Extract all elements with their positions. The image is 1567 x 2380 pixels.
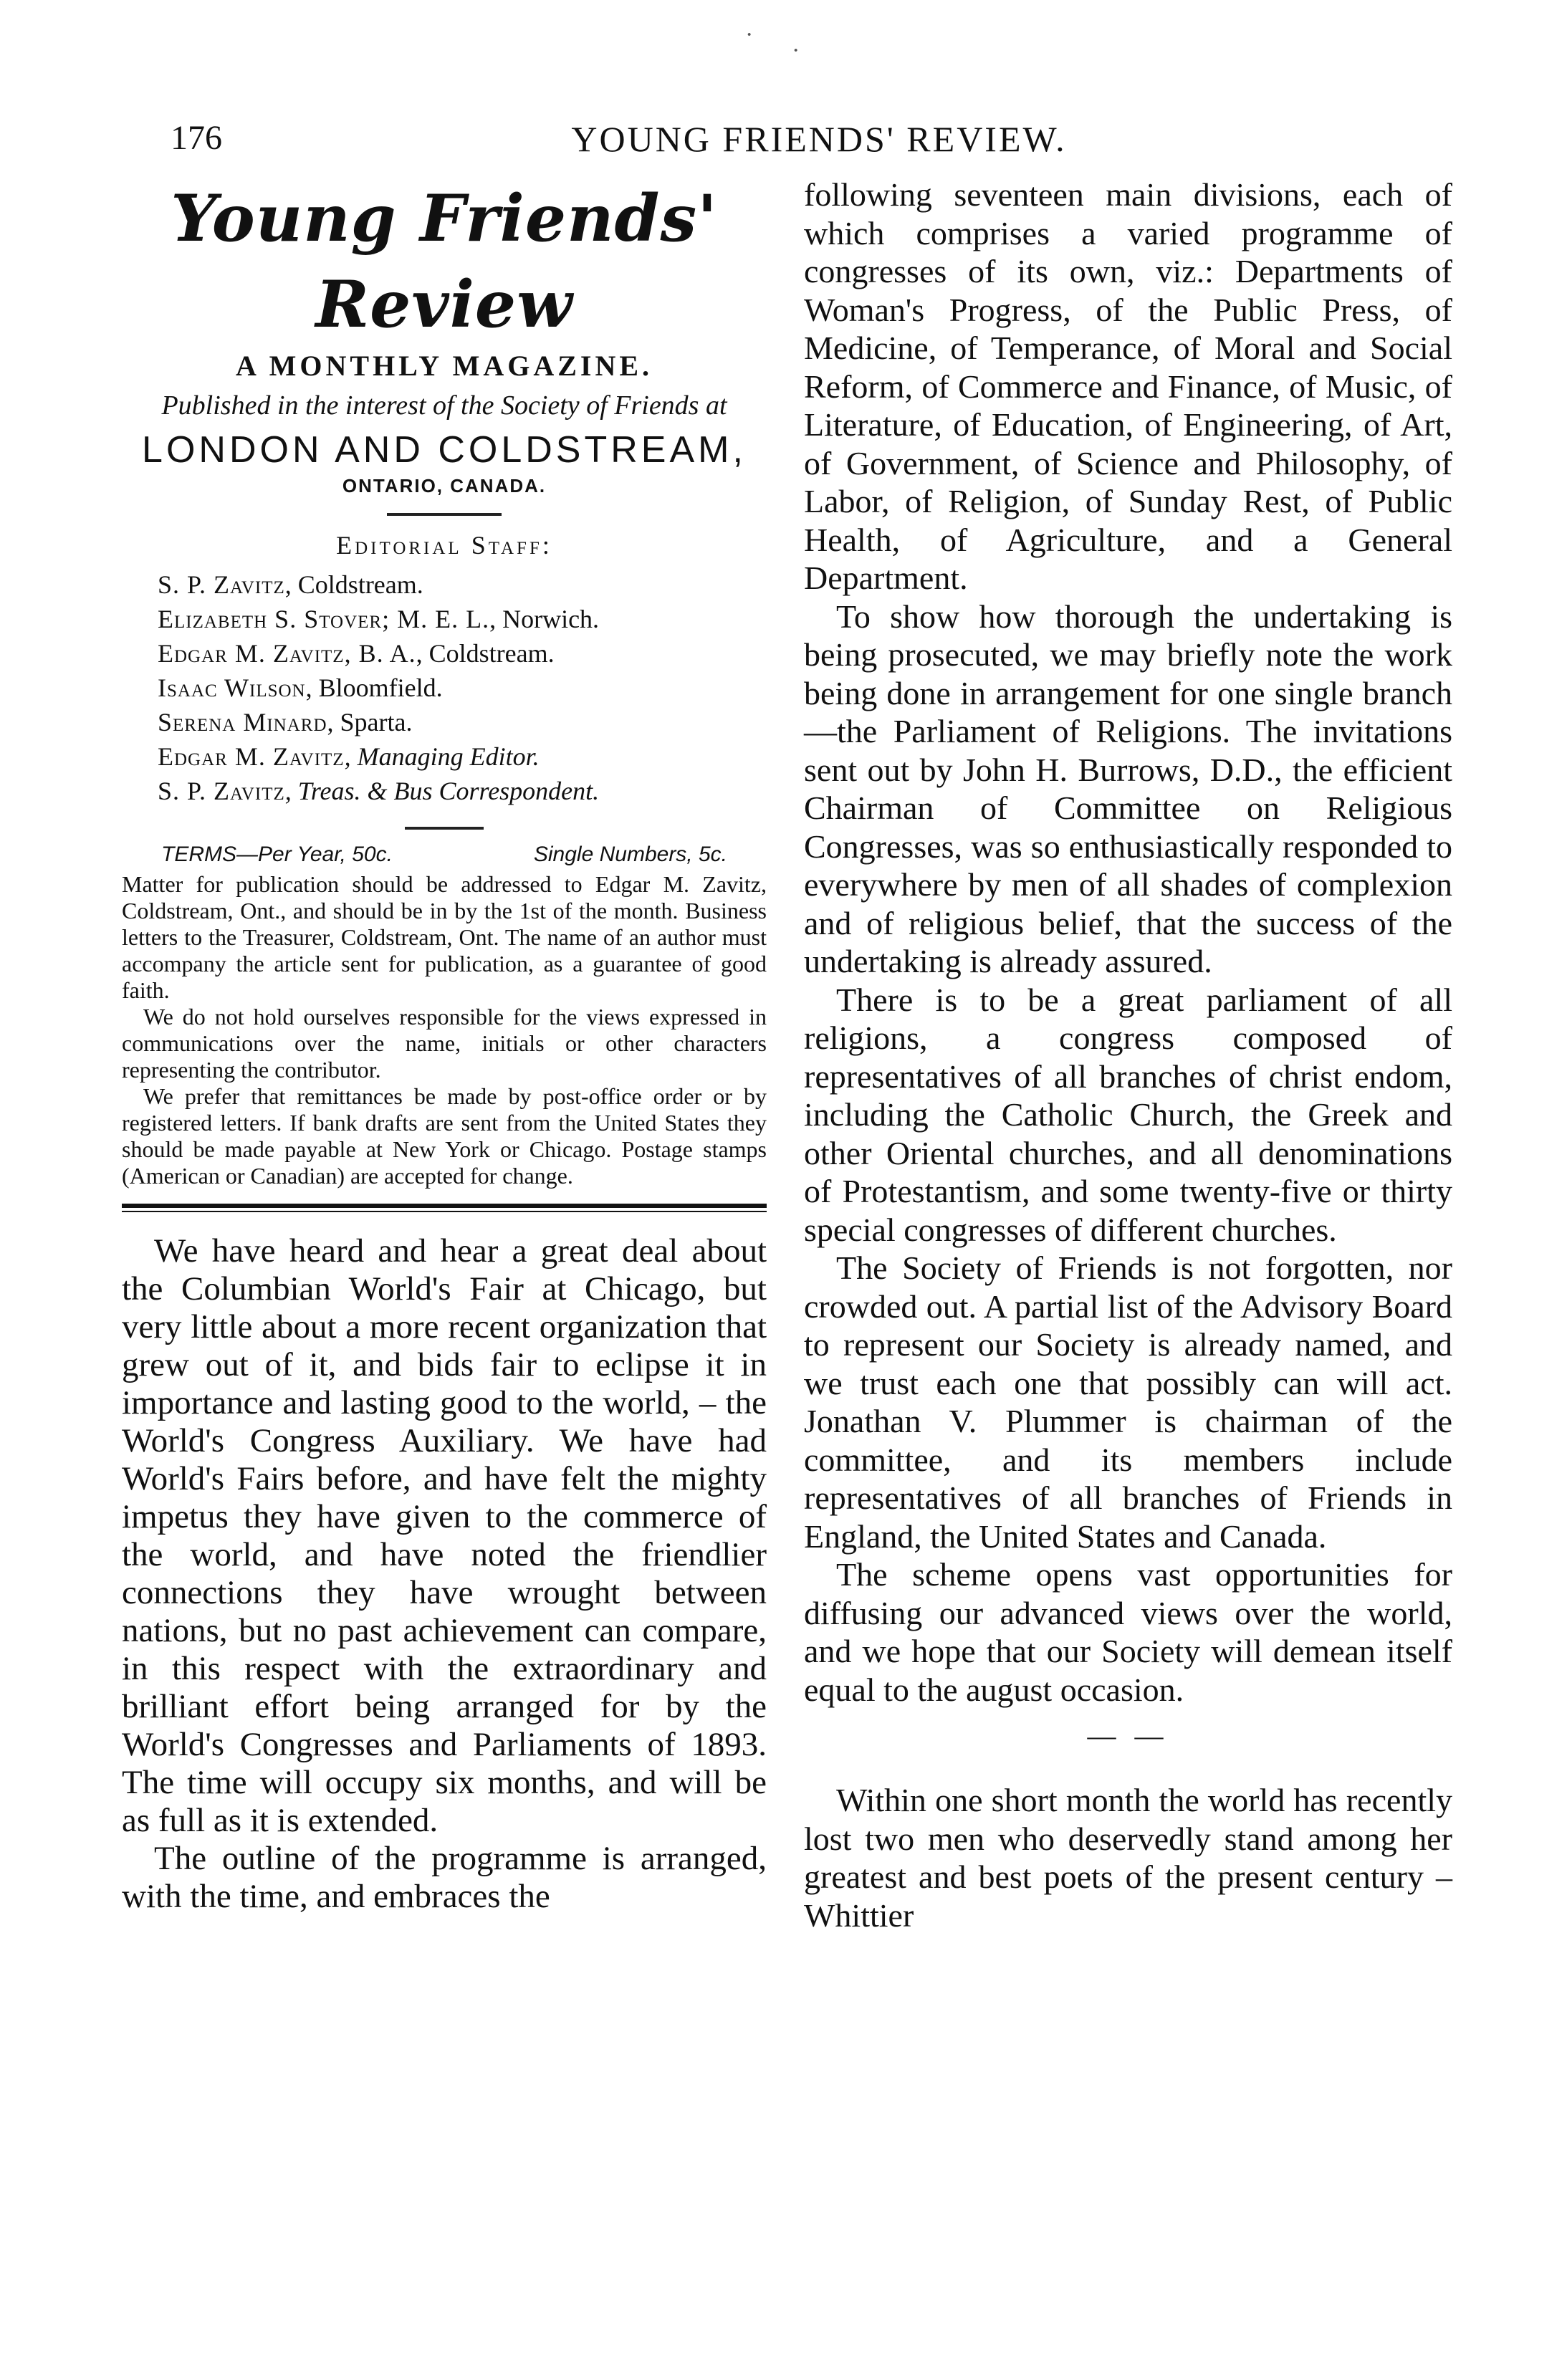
staff-name: Edgar M. Zavitz bbox=[158, 742, 345, 771]
divider-rule bbox=[387, 513, 502, 516]
print-speck: · bbox=[745, 21, 754, 48]
staff-member bbox=[158, 636, 767, 671]
staff-member bbox=[158, 602, 767, 636]
notice-paragraph: Matter for publication should be addressed to Edgar M. Zavitz, Coldstream, Ont., and should be in by the 1st of the month. Business letters to the Treasurer, Coldstream, Ont. The name of an author must accompany the article sent for publication, as a guarantee of good faith. bbox=[122, 871, 767, 1003]
article-paragraph: The outline of the programme is arranged, with the time, and embraces the bbox=[122, 1840, 767, 1915]
article-paragraph: The Society of Friends is not forgotten, nor crowded out. A partial list of the Advisory Board to represent our Society is already named, and we trust each one that possibly can will act. Jonathan V. Plummer is chairman of the committee, and its members include representatives of all branches of Friends in England, the United States and Canada. bbox=[804, 1249, 1452, 1555]
location-line: LONDON AND COLDSTREAM, bbox=[142, 429, 747, 471]
province-line: ONTARIO, CANADA. bbox=[342, 475, 547, 496]
article-paragraph: The scheme opens vast opportunities for diffusing our advanced views over the world, and we hope that our Society will demean itself equal to the august occasion. bbox=[804, 1556, 1452, 1708]
staff-name: S. P. Zavitz bbox=[158, 777, 285, 805]
right-column bbox=[804, 176, 1452, 1934]
staff-name: Serena Minard bbox=[158, 708, 327, 736]
magazine-title: Young Friends' Review bbox=[171, 181, 718, 342]
staff-name: Edgar M. Zavitz, B. A. bbox=[158, 639, 416, 668]
staff-place: , Bloomfield. bbox=[305, 673, 443, 702]
page-header bbox=[171, 118, 1467, 168]
article-paragraph: There is to be a great parliament of all religions, a congress composed of representatives of all branches of christ endom, including the Catholic Church, the Greek and other Oriental churches, and all denominations of Protestantism, and some twenty-five or thirty special congresses of different churches. bbox=[804, 981, 1452, 1248]
notice-paragraph: We prefer that remittances be made by post-office order or by registered letters. If bank drafts are sent from the United States they should be made payable at New York or Chicago. Postage stamps (American or Canadian) are accepted for change. bbox=[122, 1083, 767, 1189]
article-paragraph: Within one short month the world has recently lost two men who deservedly stand among her greatest and best poets of the present century – Whittier bbox=[804, 1782, 1452, 1934]
masthead bbox=[122, 176, 767, 497]
staff-member bbox=[158, 567, 767, 602]
notice-paragraph: We do not hold ourselves responsible for the views expressed in communications over the name, initials or other characters representing the contributor. bbox=[122, 1004, 767, 1083]
article-paragraph: following seventeen main divisions, each of which comprises a varied programme of congresses of its own, viz.: Departments of Woman's Progress, of the Public Press, of Medicine, of Temperance, of Moral and Social Reform, of Commerce and Finance, of Music, of Literature, of Education, of Engineering, of Art, of Government, of Science and Philosophy, of Labor, of Religion, of Sunday Rest, of Public Health, of Agriculture, and a General Department. bbox=[804, 176, 1452, 596]
article-paragraph: We have heard and hear a great deal about the Columbian World's Fair at Chicago, but very little about a more recent organization that grew out of it, and bids fair to eclipse it in importance and lasting good to the world, – the World's Congress Auxiliary. We have had World's Fairs before, and have felt the mighty impetus they have given to the commerce of the world, and have noted the friendlier connections they have wrought between nations, but no past achievement can compare, in this respect with the extraordinary and brilliant effort being arranged for by the World's Congresses and Parliaments of 1893. The time will occupy six months, and will be as full as it is extended. bbox=[122, 1232, 767, 1839]
staff-list bbox=[122, 567, 767, 808]
staff-name: Isaac Wilson bbox=[158, 673, 306, 702]
published-line: Published in the interest of the Society of Friends at bbox=[161, 390, 727, 421]
staff-heading: Editorial Staff: bbox=[336, 531, 552, 560]
staff-name: S. P. Zavitz bbox=[158, 570, 285, 599]
staff-place: , Treas. & Bus Correspondent. bbox=[284, 777, 600, 805]
terms-row bbox=[122, 843, 767, 867]
staff-place: , Managing Editor. bbox=[344, 742, 540, 771]
divider-rule bbox=[405, 827, 484, 830]
running-title: YOUNG FRIENDS' REVIEW. bbox=[571, 119, 1067, 159]
staff-place: , Coldstream. bbox=[416, 639, 555, 668]
terms-single: Single Numbers, 5c. bbox=[533, 843, 727, 866]
article-paragraph: To show how thorough the undertaking is being prosecuted, we may briefly note the work being done in arrangement for one single branch—the Parliament of Religions. The invitations sent out by John H. Burrows, D.D., the efficient Chairman of Committee on Religious Congresses, was so enthusiastically responded to everywhere by men of all shades of complexion and of religious belief, that the success of the undertaking is already assured. bbox=[804, 598, 1452, 979]
staff-name: Elizabeth S. Stover; M. E. L. bbox=[158, 605, 490, 633]
staff-place: , Norwich. bbox=[489, 605, 600, 633]
left-column bbox=[122, 176, 767, 1916]
terms-per-year: TERMS—Per Year, 50c. bbox=[161, 843, 393, 866]
double-rule bbox=[122, 1204, 767, 1212]
staff-member bbox=[158, 705, 767, 739]
magazine-subtitle: A MONTHLY MAGAZINE. bbox=[235, 350, 653, 382]
section-divider: — — bbox=[1087, 1719, 1169, 1752]
print-speck: · bbox=[792, 37, 800, 64]
staff-member bbox=[158, 774, 767, 808]
staff-member bbox=[158, 671, 767, 705]
staff-member bbox=[158, 739, 767, 774]
staff-place: , Coldstream. bbox=[284, 570, 423, 599]
staff-place: , Sparta. bbox=[327, 708, 413, 736]
page-number: 176 bbox=[171, 119, 222, 157]
